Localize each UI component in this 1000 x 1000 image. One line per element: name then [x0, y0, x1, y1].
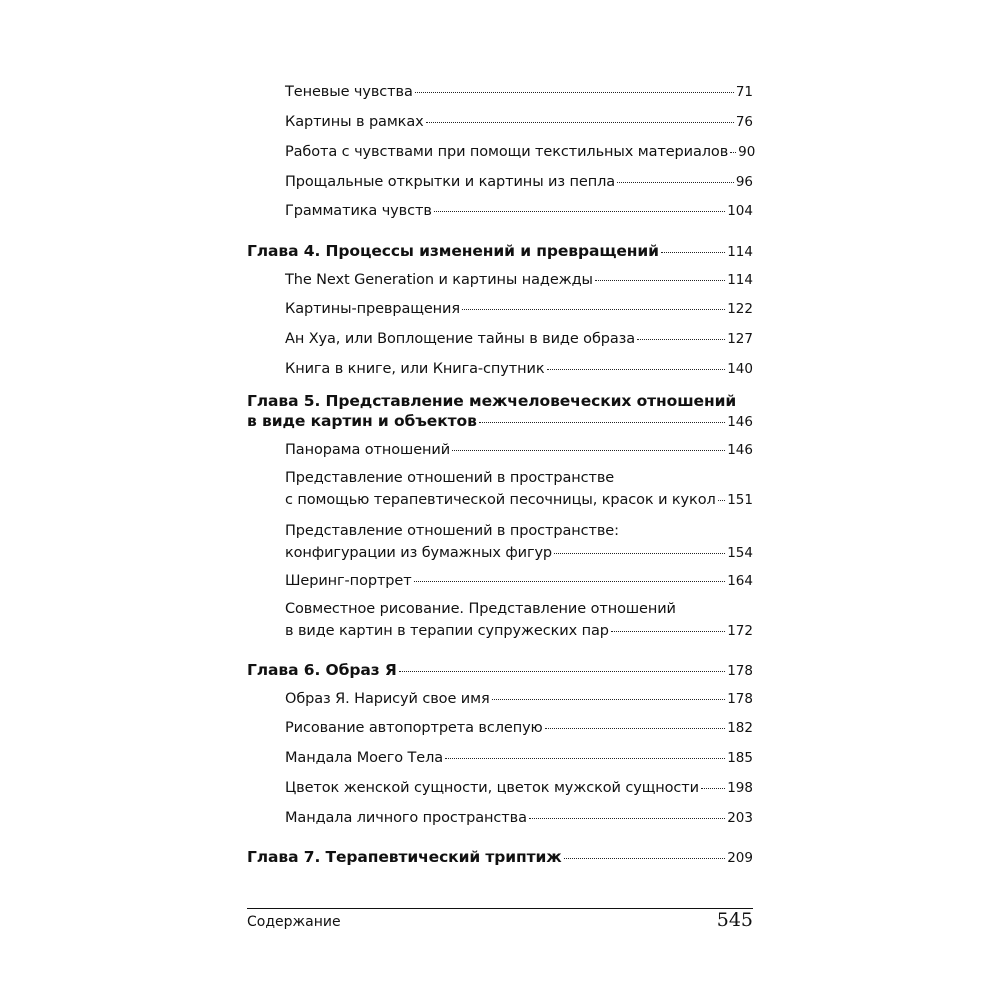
toc-entry-page: 96 — [735, 174, 753, 190]
toc-entry-title: Теневые чувства — [285, 84, 413, 100]
toc-entry-page: 114 — [727, 272, 753, 288]
toc-entry — [285, 780, 753, 802]
toc-entry-title-line1: Представление отношений в пространстве: — [285, 523, 619, 539]
toc-chapter-title: Глава 7. Терапевтический триптиж — [247, 848, 562, 866]
toc-entry-page: 114 — [727, 244, 753, 260]
leader-dots — [414, 580, 726, 582]
toc-chapter — [247, 661, 753, 683]
toc-entry-title: Грамматика чувств — [285, 203, 432, 219]
toc-entry-title: Книга в книге, или Книга-спутник — [285, 361, 545, 377]
toc-chapter-title-line2: в виде картин и объектов — [247, 412, 477, 430]
leader-dots — [701, 787, 725, 789]
toc-entry-page: 76 — [735, 114, 753, 130]
leader-dots — [617, 181, 734, 183]
toc-entry-page: 104 — [727, 203, 753, 219]
toc-chapter-title-line1: Глава 5. Представление межчеловеческих отношений — [247, 392, 737, 410]
leader-dots — [434, 210, 725, 212]
leader-dots — [611, 630, 725, 632]
leader-dots — [545, 727, 726, 729]
toc-entry-page: 178 — [727, 691, 753, 707]
toc-entry — [285, 174, 753, 196]
leader-dots — [637, 338, 725, 340]
leader-dots — [554, 552, 725, 554]
toc-entry-title-line2: конфигурации из бумажных фигур — [285, 545, 553, 561]
toc-entry-page: 185 — [727, 750, 753, 766]
toc-entry — [285, 691, 753, 713]
toc-entry-title: Ан Хуа, или Воплощение тайны в виде образа — [285, 331, 636, 347]
toc-entry — [285, 301, 753, 323]
leader-dots — [564, 857, 726, 859]
leader-dots — [399, 670, 726, 672]
toc-entry — [285, 331, 753, 353]
leader-dots — [718, 499, 726, 501]
toc-entry — [285, 272, 753, 294]
toc-chapter-title: Глава 4. Процессы изменений и превращений — [247, 242, 659, 260]
toc-entry-page: 203 — [727, 810, 753, 826]
toc-entry-page: 140 — [727, 361, 753, 377]
toc-entry-title: Панорама отношений — [285, 442, 451, 458]
toc-entry — [285, 573, 753, 595]
toc-entry-title: Рисование автопортрета вслепую — [285, 720, 543, 736]
toc-entry-title-line1: Представление отношений в пространстве — [285, 470, 615, 486]
toc-entry-title: Работа с чувствами при помощи текстильных материалов — [285, 144, 729, 160]
toc-entry-title: Мандала Моего Тела — [285, 750, 444, 766]
toc-entry-page: 209 — [727, 850, 753, 866]
leader-dots — [426, 121, 734, 123]
toc-entry-title-line2: в виде картин в терапии супружеских пар — [285, 623, 609, 639]
toc-entry-title: Прощальные открытки и картины из пепла — [285, 174, 616, 190]
toc-entry — [285, 203, 753, 225]
leader-dots — [547, 368, 726, 370]
toc-entry-title: Шеринг-портрет — [285, 573, 412, 589]
toc-entry-title: Картины в рамках — [285, 114, 424, 130]
toc-entry-page: 151 — [727, 492, 753, 508]
toc-entry — [285, 545, 753, 567]
toc-entry — [285, 84, 753, 106]
toc-entry-title: The Next Generation и картины надежды — [285, 272, 593, 288]
toc-entry-page: 164 — [727, 573, 753, 589]
leader-dots — [492, 698, 726, 700]
footer-section-title: Содержание — [247, 914, 341, 930]
toc-entry-page: 146 — [727, 442, 753, 458]
toc-chapter — [247, 412, 753, 434]
toc-chapter — [247, 848, 753, 870]
toc-entry-title-line1: Совместное рисование. Представление отношений — [285, 601, 676, 617]
toc-entry-page: 146 — [727, 414, 753, 430]
leader-dots — [445, 757, 725, 759]
toc-entry — [285, 442, 753, 464]
toc-entry-page: 154 — [727, 545, 753, 561]
toc-entry — [285, 114, 753, 136]
toc-chapter — [247, 242, 753, 264]
leader-dots — [661, 251, 725, 253]
leader-dots — [415, 91, 734, 93]
toc-entry-title: Образ Я. Нарисуй свое имя — [285, 691, 490, 707]
toc-entry-page: 172 — [727, 623, 753, 639]
leader-dots — [730, 151, 736, 153]
leader-dots — [595, 279, 725, 281]
toc-entry-page: 90 — [738, 144, 756, 160]
leader-dots — [479, 421, 725, 423]
toc-entry — [285, 720, 753, 742]
toc-chapter-title: Глава 6. Образ Я — [247, 661, 397, 679]
leader-dots — [529, 817, 725, 819]
toc-entry-page: 71 — [735, 84, 753, 100]
toc-entry — [285, 810, 753, 832]
toc-entry-title: Картины-превращения — [285, 301, 460, 317]
toc-entry-page: 178 — [727, 663, 753, 679]
footer-page-number: 545 — [716, 909, 753, 931]
toc-entry-page: 198 — [727, 780, 753, 796]
leader-dots — [452, 449, 725, 451]
toc-entry-title: Мандала личного пространства — [285, 810, 527, 826]
toc-entry — [285, 750, 753, 772]
toc-entry — [285, 361, 753, 383]
toc-entry — [285, 144, 756, 166]
footer-divider — [247, 908, 753, 909]
toc-entry — [285, 623, 753, 645]
toc-entry-page: 127 — [727, 331, 753, 347]
toc-entry — [285, 492, 753, 514]
toc-entry-page: 122 — [727, 301, 753, 317]
leader-dots — [462, 308, 725, 310]
toc-entry-title-line2: с помощью терапевтической песочницы, красок и кукол — [285, 492, 716, 508]
toc-entry-title: Цветок женской сущности, цветок мужской сущности — [285, 780, 699, 796]
toc-entry-page: 182 — [727, 720, 753, 736]
